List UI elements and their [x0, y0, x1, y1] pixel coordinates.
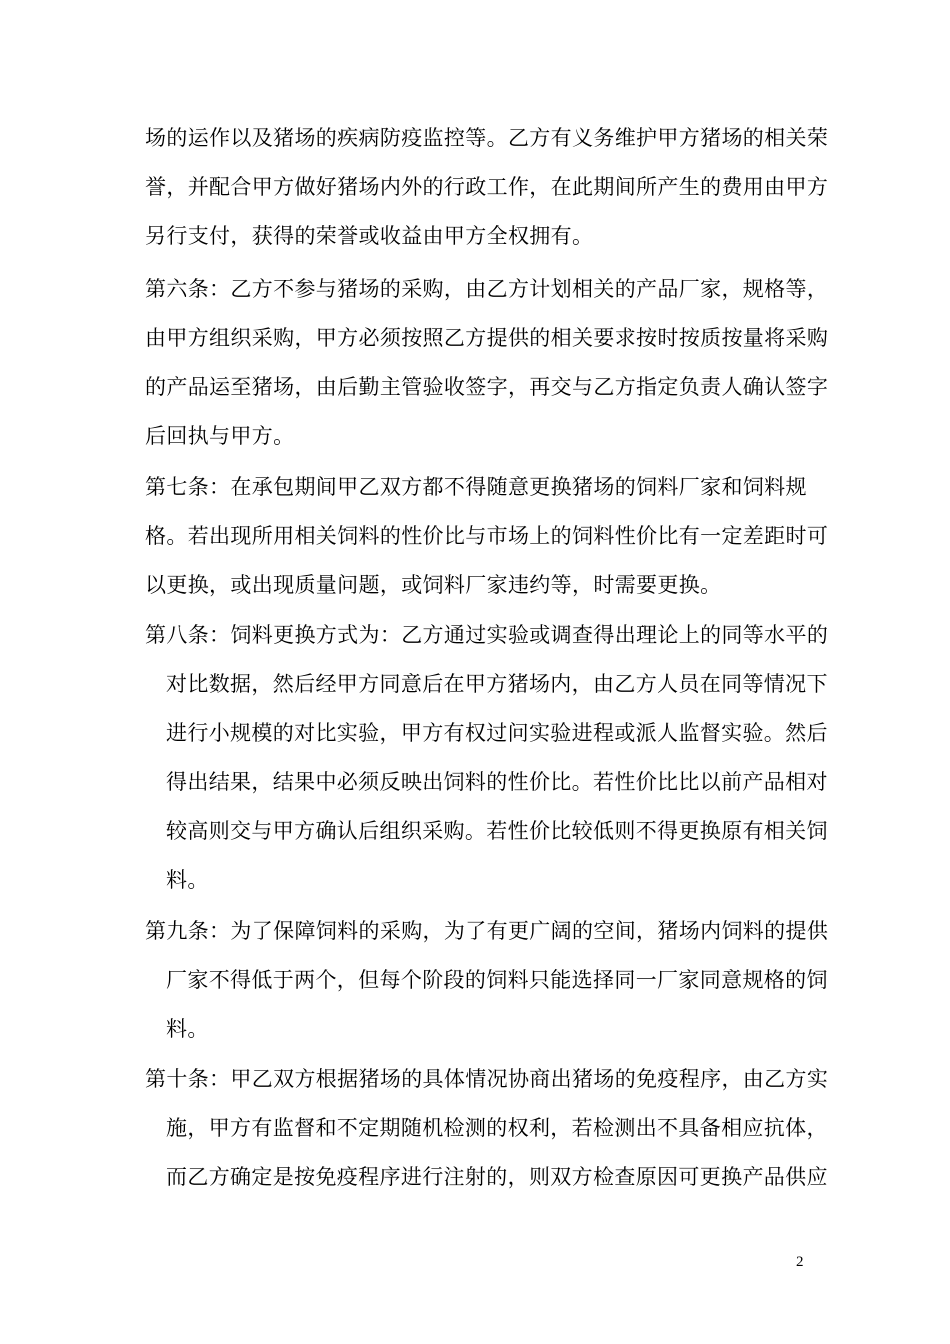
article-10-line-1: 第十条：甲乙双方根据猪场的具体情况协商出猪场的免疫程序，由乙方实 — [145, 1067, 829, 1091]
article-6-line-3: 的产品运至猪场，由后勤主管验收签字，再交与乙方指定负责人确认签字 — [145, 375, 829, 399]
article-6-line-2: 由甲方组织采购，甲方必须按照乙方提供的相关要求按时按质按量将采购 — [145, 326, 829, 350]
article-8-line-3: 进行小规模的对比实验，甲方有权过问实验进程或派人监督实验。然后 — [166, 721, 828, 745]
article-7-line-1: 第七条：在承包期间甲乙双方都不得随意更换猪场的饲料厂家和饲料规 — [145, 475, 807, 499]
text-line-3: 另行支付，获得的荣誉或收益由甲方全权拥有。 — [145, 224, 594, 248]
article-7-line-2: 格。若出现所用相关饲料的性价比与市场上的饲料性价比有一定差距时可 — [145, 524, 829, 548]
page-number: 2 — [796, 1254, 804, 1270]
article-10-line-2: 施，甲方有监督和不定期随机检测的权利，若检测出不具备相应抗体， — [166, 1116, 828, 1140]
article-9-line-1: 第九条：为了保障饲料的采购，为了有更广阔的空间，猪场内饲料的提供 — [145, 919, 829, 943]
article-8-line-6: 料。 — [166, 868, 209, 892]
article-10-line-3: 而乙方确定是按免疫程序进行注射的，则双方检查原因可更换产品供应 — [166, 1165, 828, 1189]
article-9-line-3: 料。 — [166, 1017, 209, 1041]
article-9-line-2: 厂家不得低于两个，但每个阶段的饲料只能选择同一厂家同意规格的饲 — [166, 968, 828, 992]
article-8-line-2: 对比数据，然后经甲方同意后在甲方猪场内，由乙方人员在同等情况下 — [166, 672, 828, 696]
article-8-line-5: 较高则交与甲方确认后组织采购。若性价比较低则不得更换原有相关饲 — [166, 819, 828, 843]
article-7-line-3: 以更换，或出现质量问题，或饲料厂家违约等，时需要更换。 — [145, 573, 722, 597]
article-6-line-1: 第六条：乙方不参与猪场的采购，由乙方计划相关的产品厂家，规格等， — [145, 277, 829, 301]
text-line-2: 誉，并配合甲方做好猪场内外的行政工作，在此期间所产生的费用由甲方 — [145, 175, 829, 199]
article-6-line-4: 后回执与甲方。 — [145, 424, 295, 448]
article-8-line-1: 第八条：饲料更换方式为：乙方通过实验或调查得出理论上的同等水平的 — [145, 623, 829, 647]
text-line-1: 场的运作以及猪场的疾病防疫监控等。乙方有义务维护甲方猪场的相关荣 — [145, 126, 829, 150]
article-8-line-4: 得出结果，结果中必须反映出饲料的性价比。若性价比比以前产品相对 — [166, 770, 828, 794]
